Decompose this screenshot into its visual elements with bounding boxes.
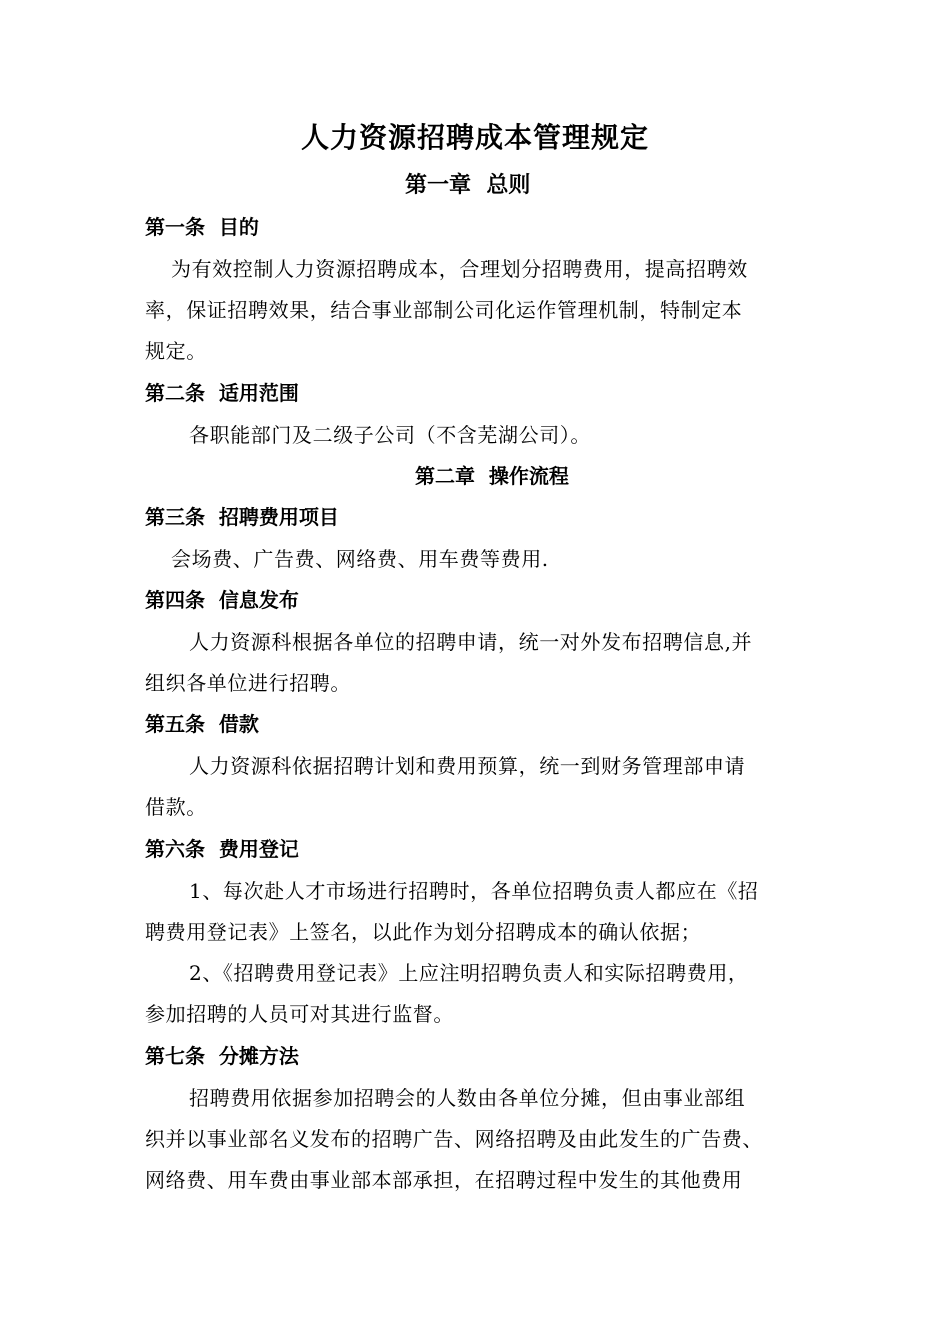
body-line: 组织各单位进行招聘。 xyxy=(145,671,351,695)
body-line: 招聘费用依据参加招聘会的人数由各单位分摊，但由事业部组 xyxy=(189,1086,746,1110)
article-body-6 xyxy=(145,871,815,1035)
body-line: 各职能部门及二级子公司（不含芜湖公司）。 xyxy=(189,423,591,447)
article-heading-1: 第一条 目的 xyxy=(145,215,259,239)
body-line: 规定。 xyxy=(145,339,207,363)
article-body-5 xyxy=(145,746,815,828)
article-heading-3: 第三条 招聘费用项目 xyxy=(145,505,339,529)
article-body-7 xyxy=(145,1078,815,1201)
body-line: 织并以事业部名义发布的招聘广告、网络招聘及由此发生的广告费、 xyxy=(145,1127,763,1151)
body-line: 会场费、广告费、网络费、用车费等费用. xyxy=(171,547,549,571)
body-line: 率，保证招聘效果，结合事业部制公司化运作管理机制，特制定本 xyxy=(145,298,743,322)
body-line: 借款。 xyxy=(145,795,207,819)
article-heading-5: 第五条 借款 xyxy=(145,712,259,736)
body-line: 为有效控制人力资源招聘成本，合理划分招聘费用，提高招聘效 xyxy=(171,257,748,281)
article-heading-4: 第四条 信息发布 xyxy=(145,588,299,612)
article-body-2 xyxy=(145,415,815,456)
document-title: 人力资源招聘成本管理规定 xyxy=(300,121,649,154)
body-line: 参加招聘的人员可对其进行监督。 xyxy=(145,1002,454,1026)
chapter-heading-1: 第一章 总则 xyxy=(405,173,531,198)
article-body-4 xyxy=(145,622,815,704)
body-line: 2、《招聘费用登记表》上应注明招聘负责人和实际招聘费用， xyxy=(189,961,749,985)
article-body-3 xyxy=(145,539,815,580)
article-heading-2: 第二条 适用范围 xyxy=(145,381,299,405)
body-line: 人力资源科依据招聘计划和费用预算，统一到财务管理部申请 xyxy=(189,754,746,778)
body-line: 人力资源科根据各单位的招聘申请，统一对外发布招聘信息,并 xyxy=(189,630,753,654)
article-heading-7: 第七条 分摊方法 xyxy=(145,1044,299,1068)
article-body-1 xyxy=(145,249,815,372)
body-line: 网络费、用车费由事业部本部承担，在招聘过程中发生的其他费用 xyxy=(145,1168,743,1192)
chapter-heading-2: 第二章 操作流程 xyxy=(415,464,569,488)
body-line: 聘费用登记表》上签名，以此作为划分招聘成本的确认依据； xyxy=(145,920,702,944)
article-heading-6: 第六条 费用登记 xyxy=(145,837,299,861)
body-line: 1、每次赴人才市场进行招聘时，各单位招聘负责人都应在《招 xyxy=(189,879,759,903)
